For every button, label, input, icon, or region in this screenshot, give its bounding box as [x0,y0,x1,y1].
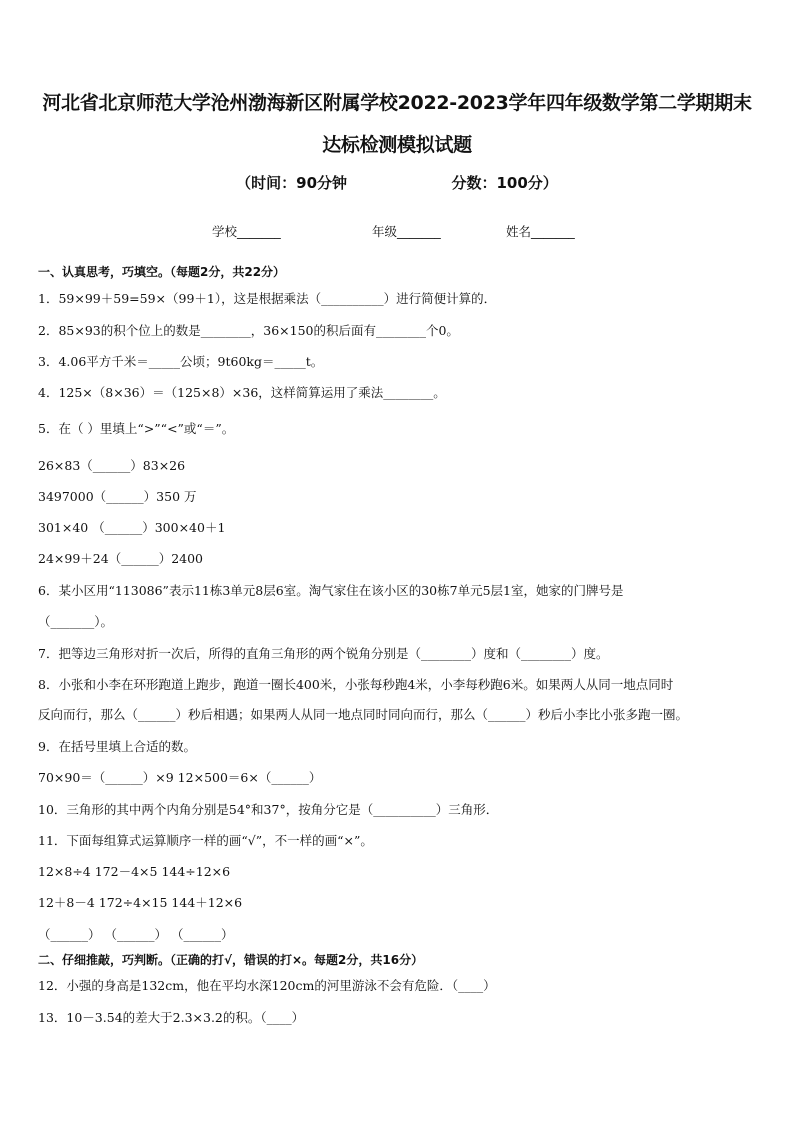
section-1-heading: 一、认真思考，巧填空。（每题2分，共22分） [38,265,286,279]
question-8-line2: 反向而行，那么（______）秒后相遇；如果两人从同一地点同时同向而行，那么（______）秒后小李比小张多跑一圈。 [38,707,689,722]
question-12: 12．小强的身高是132cm，他在平均水深120cm的河里游泳不会有危险．（____） [38,978,496,993]
name-field[interactable]: 姓名_______ [506,224,575,239]
section-2-heading: 二、仔细推敲，巧判断。（正确的打√，错误的打×。每题2分，共16分） [38,953,424,967]
grade-field[interactable]: 年级_______ [372,224,441,239]
q11-row-2: 12＋8－4 172÷4×15 144＋12×6 [38,895,243,910]
q9-items: 70×90＝（______）×9 12×500＝6×（______） [38,770,322,785]
exam-title-line1: 河北省北京师范大学沧州渤海新区附属学校2022-2023学年四年级数学第二学期期末 [42,92,752,114]
question-1: 1．59×99＋59=59×（99＋1），这是根据乘法（__________）进行简便计算的． [38,291,497,306]
q5-item-1: 26×83（______）83×26 [38,458,186,473]
question-11: 11．下面每组算式运算顺序一样的画“√”，不一样的画“×”。 [38,833,373,848]
exam-title-line2: 达标检测模拟试题 [322,134,472,156]
question-9: 9．在括号里填上合适的数。 [38,739,196,754]
question-6: 6．某小区用“113086”表示11栋3单元8层6室。淘气家住在该小区的30栋7单元5层1室，她家的门牌号是 [38,583,624,598]
school-field[interactable]: 学校_______ [212,224,281,239]
question-3: 3．4.06平方千米＝_____公顷；9t60kg＝_____t。 [38,354,324,369]
question-8-line1: 8．小张和小李在环形跑道上跑步，跑道一圈长400米，小张每秒跑4米，小李每秒跑6米。如果两人从同一地点同时 [38,677,674,692]
q5-item-4: 24×99＋24（______）2400 [38,551,204,566]
question-5: 5．在（ ）里填上“>”“<”或“＝”。 [38,421,235,436]
q11-row-1: 12×8÷4 172－4×5 144÷12×6 [38,864,231,879]
question-13: 13．10－3.54的差大于2.3×3.2的积。（____） [38,1010,305,1025]
question-10: 10．三角形的其中两个内角分别是54°和37°，按角分它是（__________）三角形． [38,802,499,817]
q5-item-3: 301×40 （______）300×40＋1 [38,520,226,535]
q5-item-2: 3497000（______）350 万 [38,489,197,504]
question-4: 4．125×（8×36）＝（125×8）×36，这样简算运用了乘法________。 [38,385,446,400]
question-2: 2．85×93的积个位上的数是________，36×150的积后面有________个0。 [38,323,459,338]
time-score-info: （时间：90分钟 分数：100分） [236,174,558,192]
question-7: 7．把等边三角形对折一次后，所得的直角三角形的两个锐角分别是（________）度和（________）度。 [38,646,609,661]
question-6-answer: （_______）。 [38,614,114,629]
q11-answers: （______） （______） （______） [38,927,234,942]
